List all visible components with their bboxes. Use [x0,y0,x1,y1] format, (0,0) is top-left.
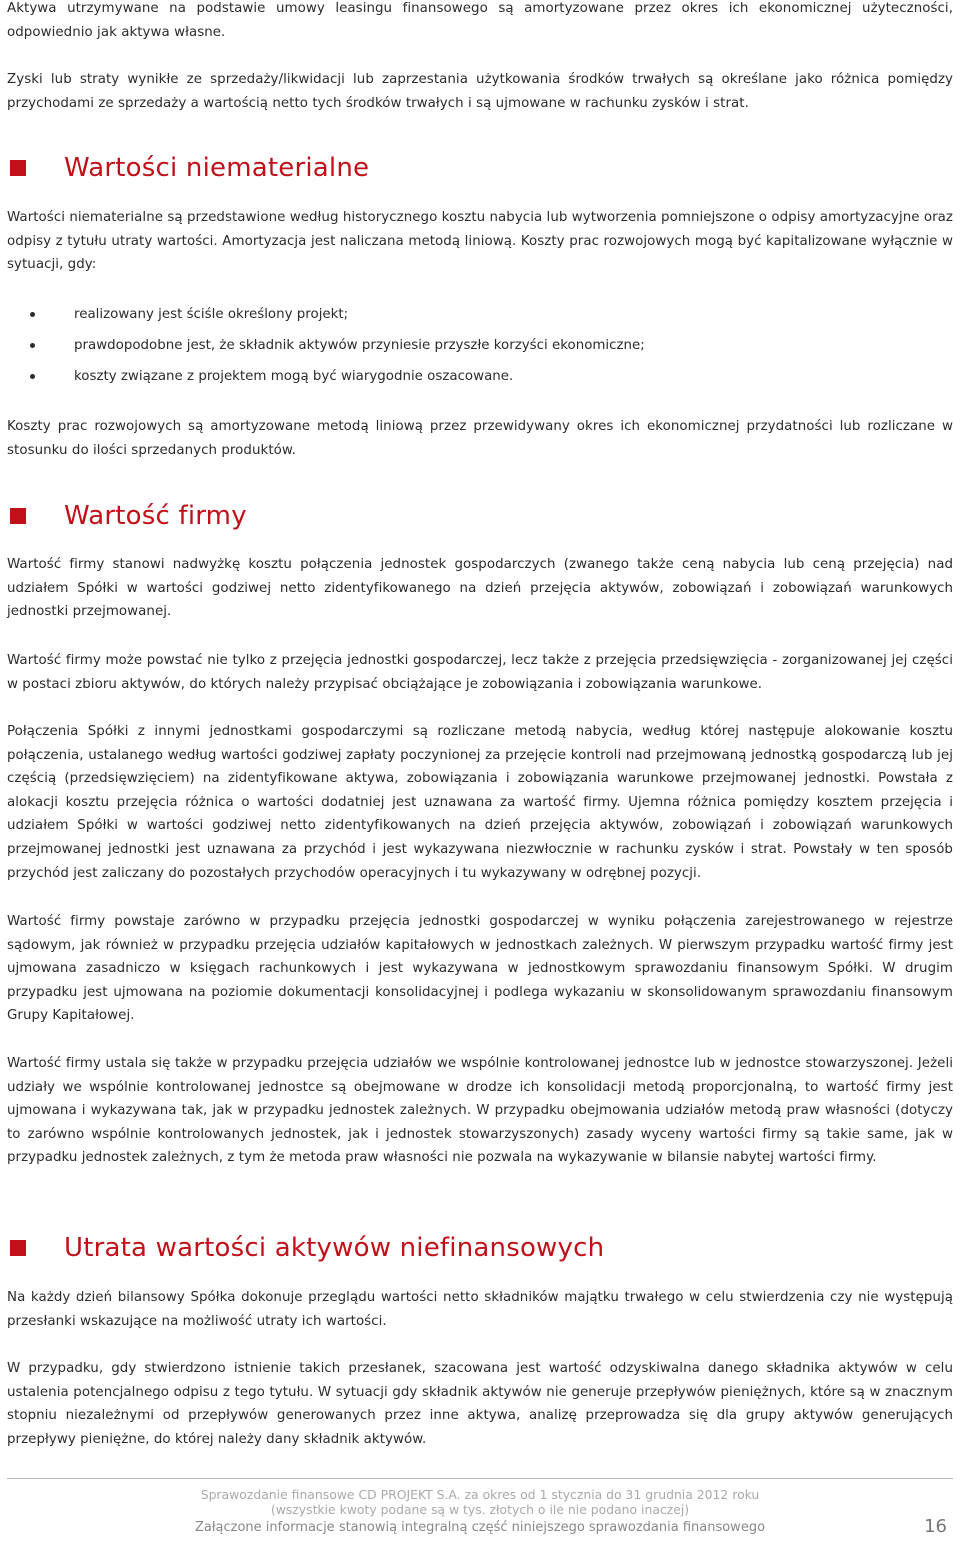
section-heading-goodwill [10,499,247,533]
impairment-paragraph-1: Na każdy dzień bilansowy Spółka dokonuje przeglądu wartości netto składników majątku trwałego w celu stwierdzenia czy nie występują przesłanki wskazujące na możliwość utraty ich wartości. [7,1290,953,1329]
section-title: Wartości niematerialne [64,153,370,183]
bullet-dot-icon [30,343,35,348]
red-square-bullet-icon [10,1240,26,1256]
goodwill-paragraph-3: Połączenia Spółki z innymi jednostkami gospodarczymi są rozliczane metodą nabycia, według której następuje alokowanie kosztu połączenia, ustalanego według wartości godziwej zapłaty poczynionej za przejęcie kontroli nad przejmowaną jednostką gospodarczą lub jej częścią (przedsięwzięciem) na zidentyfikowane aktywa, zobowiązania i zobowiązania warunkowe przejmowanej jednostki. Powstała z alokacji kosztu przejęcia różnica o wartości dodatniej jest uznawana za wartość firmy. Ujemna różnica pomiędzy kosztem przejęcia i udziałem Spółki w wartości godziwej netto zidentyfikowanych na dzień przejęcia aktywów, zobowiązań i zobowiązań warunkowych przejmowanej jednostki jest uznawana za przychód i jest wykazywana niezwłocznie w rachunku zysków i strat. Powstały w ten sposób przychód jest zaliczany do pozostałych przychodów operacyjnych i tu wykazywany w odrębnej pozycji. [7,724,953,881]
section-title: Wartość firmy [64,501,247,531]
page-number: 16 [924,1516,947,1537]
impairment-paragraph-2: W przypadku, gdy stwierdzono istnienie takich przesłanek, szacowana jest wartość odzyskiwalna danego składnika aktywów w celu ustalenia potencjalnego odpisu z tego tytułu. W sytuacji gdy składnik aktywów nie generuje przepływów pieniężnych, które są w znacznym stopniu niezależnymi od przepływów generowanych przez inne aktywa, analizę przeprowadza się dla grupy aktywów generujących przepływy pieniężne, do której należy dany składnik aktywów. [7,1361,953,1447]
goodwill-paragraph-4: Wartość firmy powstaje zarówno w przypadku przejęcia jednostki gospodarczej w wyniku połączenia zarejestrowanego w rejestrze sądowym, jak również w przypadku przejęcia udziałów kapitałowych w jednostkach zależnych. W pierwszym przypadku wartość firmy jest ujmowana zasadniczo w księgach rachunkowych i jest wykazywana w jednostkowym sprawozdaniu finansowym Spółki. W drugim przypadku jest ujmowana na poziomie dokumentacji konsolidacyjnej i podlega wykazaniu w skonsolidowanym sprawozdaniu finansowym Grupy Kapitałowej. [7,914,953,1024]
footer-divider [7,1478,953,1479]
goodwill-paragraph-1: Wartość firmy stanowi nadwyżkę kosztu połączenia jednostek gospodarczych (zwanego także ceną nabycia lub ceną przejęcia) nad udziałem Spółki w wartości godziwej netto zidentyfikowanego na dzień przejęcia aktywów, zobowiązań i zobowiązań warunkowych jednostki przejmowanej. [7,557,953,620]
capitalization-conditions-list [7,303,953,396]
list-item: prawdopodobne jest, że składnik aktywów przyniesie przyszłe korzyści ekonomiczne; [7,334,953,365]
footer-integral-note: Załączone informacje stanowią integralną część niniejszego sprawozdania finansowego [194,1520,766,1535]
intro-paragraph-2: Zyski lub straty wynikłe ze sprzedaży/likwidacji lub zaprzestania użytkowania środków trwałych są określane jako różnica pomiędzy przychodami ze sprzedaży a wartością netto tych środków trwałych i są ujmowane w rachunku zysków i strat. [7,72,953,111]
red-square-bullet-icon [10,508,26,524]
intro-paragraph-1: Aktywa utrzymywane na podstawie umowy leasingu finansowego są amortyzowane przez okres ich ekonomicznej użyteczności, odpowiednio jak aktywa własne. [7,1,953,40]
section-heading-intangibles [10,151,369,185]
intangibles-paragraph-2: Koszty prac rozwojowych są amortyzowane metodą liniową przez przewidywany okres ich ekonomicznej przydatności lub rozliczane w stosunku do ilości sprzedanych produktów. [7,419,953,458]
section-title: Utrata wartości aktywów niefinansowych [64,1233,605,1263]
goodwill-paragraph-5: Wartość firmy ustala się także w przypadku przejęcia udziałów we wspólnie kontrolowanej jednostce lub w jednostce stowarzyszonej. Jeżeli udziały we wspólnie kontrolowanej jednostce są obejmowane w drodze ich konsolidacji metodą proporcjonalną, to wartość firmy jest ujmowana i wykazywana tak, jak w przypadku jednostek zależnych. W przypadku obejmowania udziałów metodą praw własności (dotyczy to zarówno wspólnie kontrolowanych jednostek, jak i jednostek stowarzyszonych) zasady wyceny wartości firmy są takie same, jak w przypadku jednostek zależnych, z tym że metoda praw własności nie pozwala na wykazywanie w bilansie nabytej wartości firmy. [7,1056,953,1166]
footer-currency-note: (wszystkie kwoty podane są w tys. złotych o ile nie podano inaczej) [270,1502,690,1517]
list-item: realizowany jest ściśle określony projekt; [7,303,953,334]
list-item: koszty związane z projektem mogą być wiarygodnie oszacowane. [7,365,953,396]
red-square-bullet-icon [10,160,26,176]
bullet-dot-icon [30,374,35,379]
footer-report-title: Sprawozdanie finansowe CD PROJEKT S.A. za okres od 1 stycznia do 31 grudnia 2012 roku [200,1487,760,1502]
bullet-dot-icon [30,312,35,317]
section-heading-impairment [10,1231,604,1265]
intangibles-paragraph-1: Wartości niematerialne są przedstawione według historycznego kosztu nabycia lub wytworzenia pomniejszone o odpisy amortyzacyjne oraz odpisy z tytułu utraty wartości. Amortyzacja jest naliczana metodą liniową. Koszty prac rozwojowych mogą być kapitalizowane wyłącznie w sytuacji, gdy: [7,210,953,273]
goodwill-paragraph-2: Wartość firmy może powstać nie tylko z przejęcia jednostki gospodarczej, lecz także z przejęcia przedsięwzięcia - zorganizowanej jej części w postaci zbioru aktywów, do których należy przypisać obciążające je zobowiązania i zobowiązania warunkowe. [7,653,953,692]
